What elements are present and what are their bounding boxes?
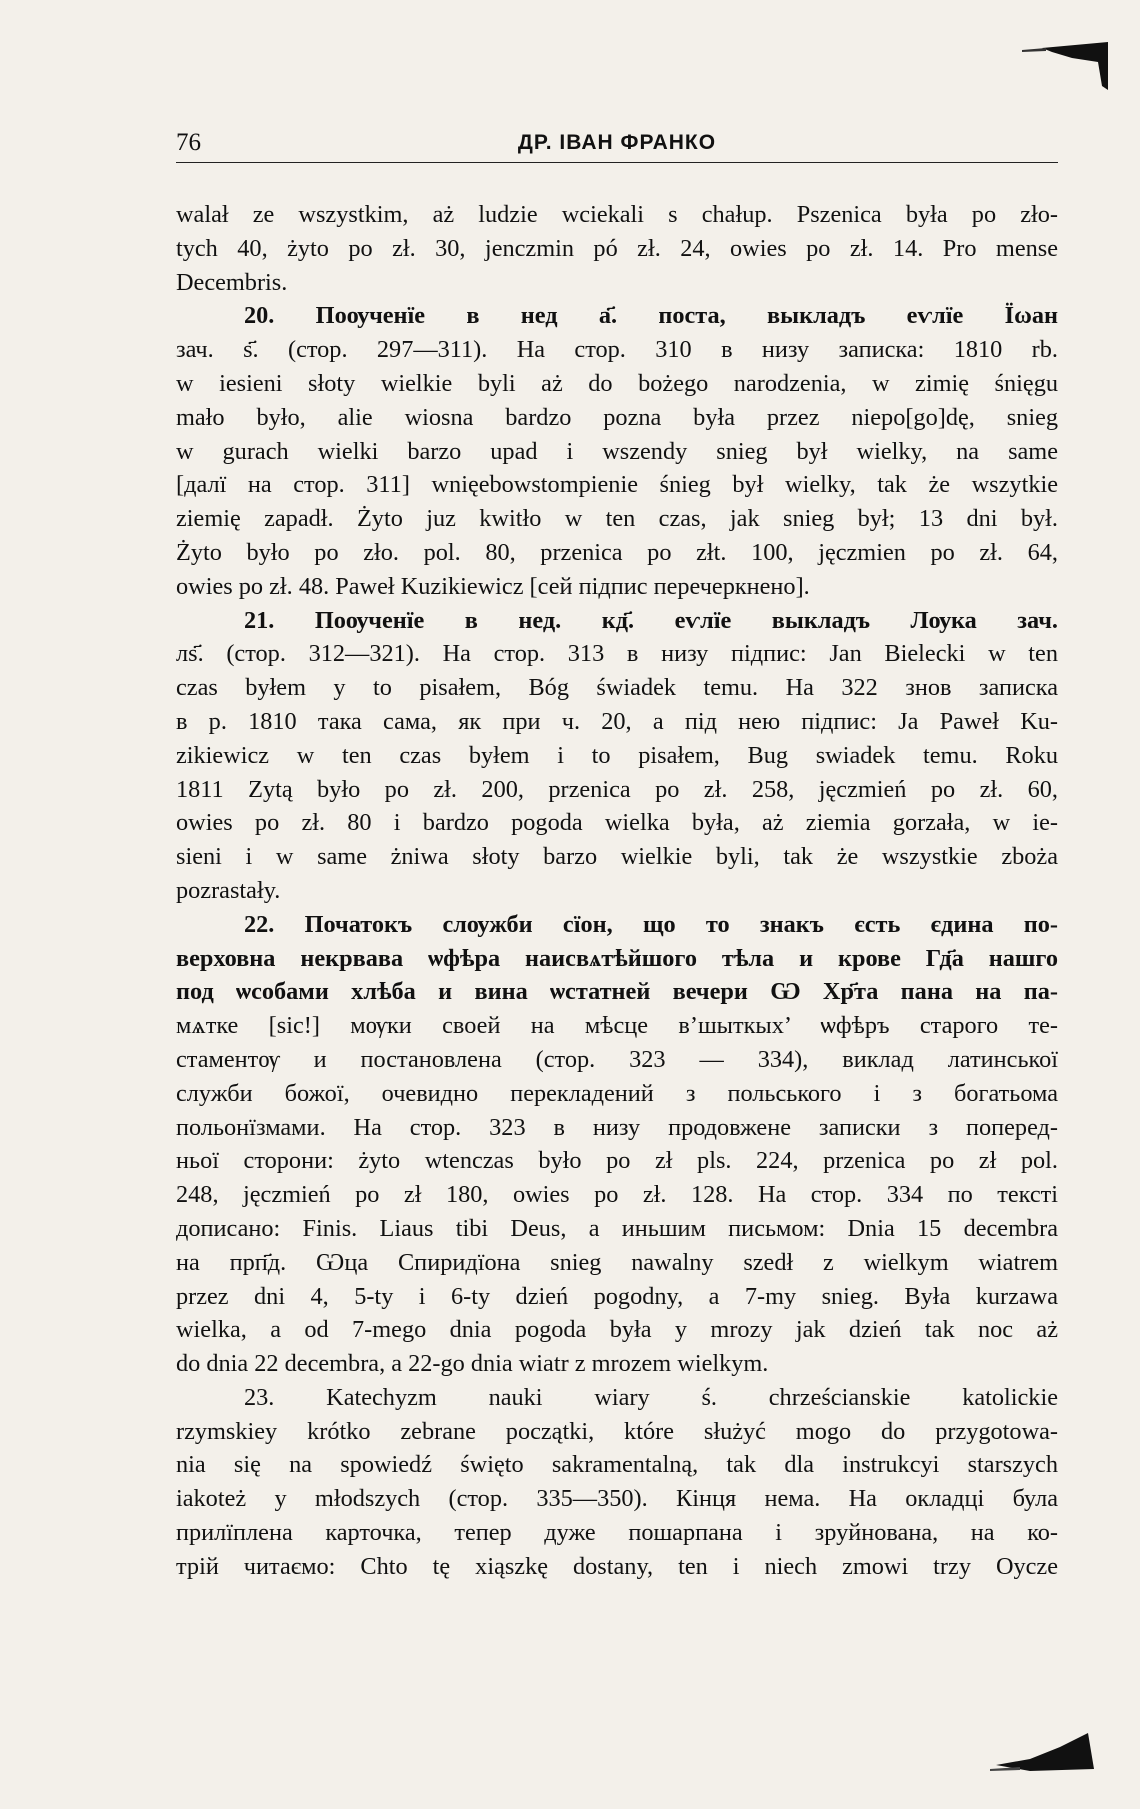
text-line: owies po zł. 80 i bardzo pogoda wielka była, aż ziemia gorzała, w ie- [176, 809, 1058, 837]
text-line: mało było, alie wiosna bardzo pozna była przez niepo[go]dę, snieg [176, 403, 1058, 431]
paragraph-continuation [176, 198, 1058, 299]
text-line: лѕ҃. (стор. 312—321). На стор. 313 в низу підпис: Jan Bielecki w ten [176, 640, 1058, 668]
text-line: czas byłem y to pisałem, Bóg świadek temu. На 322 знов записка [176, 674, 1058, 702]
text-line: Decembris. [176, 268, 288, 296]
text-line: owies po zł. 48. Paweł Kuzikiewicz [сей підпис перечеркнено]. [176, 572, 810, 600]
text-line: w iesieni słoty wielkie byli aż do bożego narodzenia, w zimię śnięgu [176, 369, 1058, 397]
text-line: iakoteż y młodszych (стор. 335—350). Кінця нема. На окладці була [176, 1485, 1058, 1513]
text-line: мѧтке [sic!] мѹки своей на мѣсце в’шыткых’ ѡфѣръ старого те- [176, 1012, 1058, 1040]
text-line: Żyto było po zło. pol. 80, przenica po złt. 100, jęczmien po zł. 64, [176, 538, 1058, 566]
text-line: pozrastały. [176, 876, 281, 904]
page-number: 76 [176, 129, 201, 156]
text-line: в р. 1810 така сама, як при ч. 20, а під нею підпис: Ja Paweł Ku- [176, 707, 1058, 735]
text-line: дописано: Finis. Liaus tibi Deus, а иньшим письмом: Dnia 15 decembra [176, 1214, 1058, 1242]
text-line: зач. ѕ҃. (стор. 297—311). На стор. 310 в низу записка: 1810 rb. [176, 336, 1058, 364]
text-line: 21. Поѹченїе в нед. кд҃. еѵлїе выкладъ Лѹка зач. [244, 606, 1058, 634]
text-line: [далї на стор. 311] wnięebowstompienie śnieg był wielky, tak że wszytkie [176, 471, 1058, 499]
text-line: zikiewicz w ten czas byłem i to pisałem, Bug swiadek temu. Roku [176, 741, 1058, 769]
text-line: на прп҃д. Ѡца Спиридїона snieg nawalny szedł z wielkym wiatrem [176, 1248, 1058, 1276]
text-line: przez dni 4, 5-ty i 6-ty dzień pogodny, a 7-my snieg. Była kurzawa [176, 1282, 1058, 1310]
header-rule [176, 162, 1058, 163]
text-line: do dnia 22 decembra, a 22-go dnia wiatr z mrozem wielkym. [176, 1350, 769, 1378]
entry-21 [176, 604, 1058, 908]
text-line: sieni i w same żniwa słoty barzo wielkie byli, tak że wszystkie zboża [176, 843, 1058, 871]
text-line: wielka, a od 7-mego dnia pogoda była y mrozy jak dzień tak noc aż [176, 1316, 1058, 1344]
text-line: rzymskiey krótko zebrane początki, które służyć mogo do przygotowa- [176, 1417, 1058, 1445]
text-line: верховна некрвава ѡфѣра наисвѧтѣйшого тѣла и крове Гд҃а нашго [176, 944, 1058, 972]
text-line: ziemię zapadł. Żyto juz kwitło w ten czas, jak snieg był; 13 dni był. [176, 505, 1058, 533]
text-line: трій читаємо: Chto tę xiąszkę dostany, ten i niech zmowi trzy Oycze [176, 1552, 1058, 1580]
body-text [176, 198, 1058, 1584]
text-line: ньої сторони: żyto wtenczas było po zł pls. 224, przenica po zł pol. [176, 1147, 1058, 1175]
text-line: 248, jęczmień po zł 180, owies po zł. 128. На стор. 334 по тексті [176, 1181, 1058, 1209]
entry-22 [176, 908, 1058, 1381]
text-line: стаментѹ и постановлена (стор. 323 — 334), виклад латинської [176, 1045, 1058, 1073]
entry-23 [176, 1381, 1058, 1584]
scan-artifact-bottom [990, 1729, 1100, 1773]
running-head: ДР. ІВАН ФРАНКО [517, 131, 717, 154]
text-line: польонїзмами. На стор. 323 в низу продовжене записки з поперед- [176, 1113, 1058, 1141]
page-header [176, 128, 1058, 162]
text-line: прилїплена карточка, тепер дуже пошарпана і зруйнована, на ко- [176, 1519, 1058, 1547]
text-line: служби божої, очевидно перекладений з польського і з богатьома [176, 1079, 1058, 1107]
text-line: 23. Katechyzm nauki wiary ś. chrześcianskie katolickie [244, 1383, 1058, 1411]
text-line: tych 40, żyto po zł. 30, jenczmin pó zł. 24, owies po zł. 14. Pro mense [176, 234, 1058, 262]
entry-20 [176, 299, 1058, 603]
text-line: w gurach wielki barzo upad i wszendy snieg był wielky, na same [176, 437, 1058, 465]
text-line: walał ze wszystkim, aż ludzie wciekali s chałup. Pszenica była po zło- [176, 201, 1058, 228]
text-line: 1811 Zytą było po zł. 200, przenica po zł. 258, jęczmień po zł. 60, [176, 775, 1058, 803]
text-line: под ѡсобами хлѣба и вина ѡстатней вечери Ѡ Хр҃та пана на па- [176, 978, 1058, 1006]
text-line: 20. Поѹченїе в нед а҃. поста, выкладъ еѵлїе Їωан [244, 302, 1058, 330]
scan-artifact-top [1012, 36, 1112, 96]
text-line: 22. Початокъ слѹжби сїон, що то знакъ єсть єдина по- [244, 910, 1058, 938]
text-line: nia się na spowiedź święto sakramentalną, tak dla instrukcyi starszych [176, 1451, 1058, 1479]
